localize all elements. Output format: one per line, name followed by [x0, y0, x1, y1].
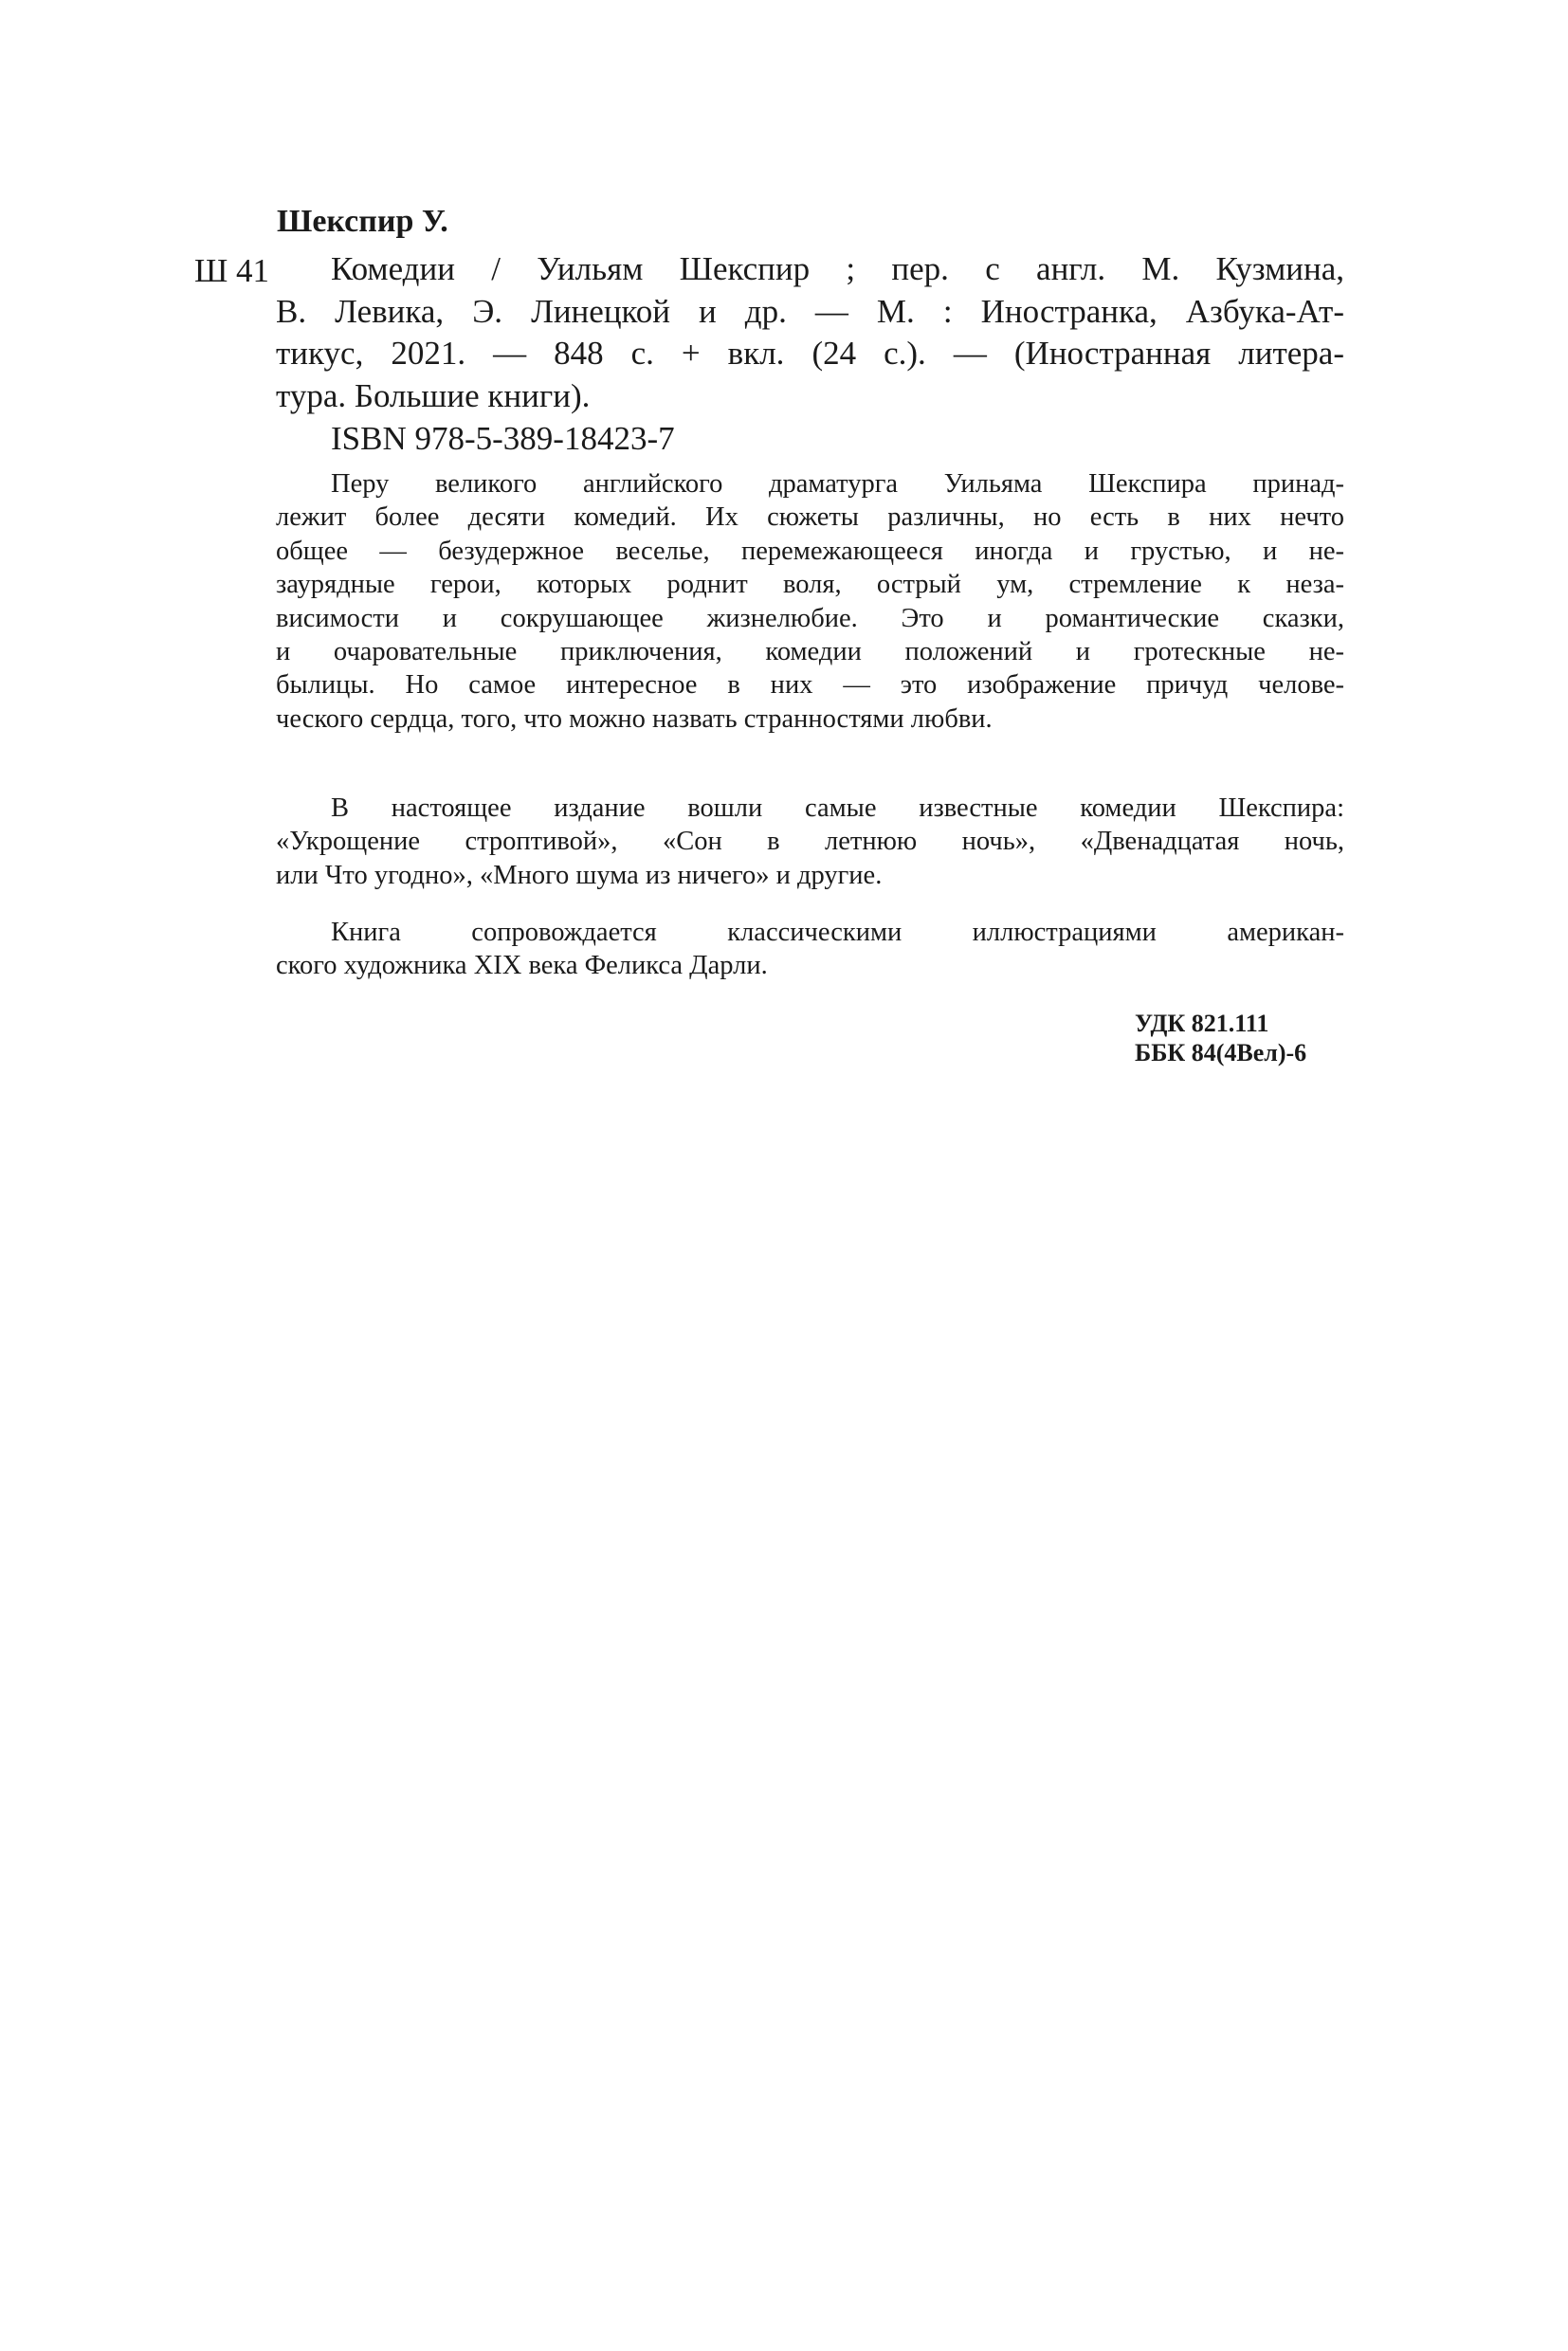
bbk-code: ББК 84(4Вел)-6	[1135, 1039, 1307, 1066]
author-cipher: Ш 41	[194, 252, 270, 289]
bibliographic-description	[0, 248, 1344, 417]
annotation-line: «Укрощение строптивой», «Сон в летнюю ночь», «Двенадцатая ночь,	[276, 827, 1344, 857]
annotation-line: былицы. Но самое интересное в них — это изображение причуд челове-	[276, 670, 1344, 701]
annotation-line: Книга сопровождается классическими иллюстрациями американ-	[331, 918, 1344, 947]
annotation-line: висимости и сокрушающее жизнелюбие. Это и романтические сказки,	[276, 603, 1344, 633]
annotation-paragraph-2	[276, 792, 1344, 892]
annotation-line: или Что угодно», «Много шума из ничего» и другие.	[276, 860, 883, 890]
annotation-paragraph-3	[276, 916, 1344, 983]
isbn: ISBN 978-5-389-18423-7	[331, 420, 675, 457]
annotation-line: общее — безудержное веселье, перемежающееся иногда и грустью, и не-	[276, 536, 1344, 566]
description-line: тикус, 2021. — 848 с. + вкл. (24 с.). — (Иностранная литера-	[276, 335, 1344, 372]
annotation-line: лежит более десяти комедий. Их сюжеты различны, но есть в них нечто	[276, 502, 1344, 533]
description-line: В. Левика, Э. Линецкой и др. — М. : Иностранка, Азбука-Ат-	[276, 292, 1344, 330]
annotation-line: ского художника XIX века Феликса Дарли.	[276, 951, 768, 981]
annotation-line: и очаровательные приключения, комедии положений и гротескные не-	[276, 637, 1344, 667]
annotation-paragraph-1	[276, 467, 1344, 736]
author-heading: Шекспир У.	[277, 204, 448, 239]
annotation-line: В настоящее издание вошли самые известные комедии Шекспира:	[331, 793, 1344, 823]
annotation-line: Перу великого английского драматурга Уильяма Шекспира принад-	[331, 469, 1344, 499]
udk-code: УДК 821.111	[1135, 1010, 1269, 1037]
annotation-line: ческого сердца, того, что можно назвать странностями любви.	[276, 703, 993, 734]
description-line: Комедии / Уильям Шекспир ; пер. с англ. М. Кузмина,	[331, 250, 1344, 287]
classification-codes	[1135, 1009, 1306, 1067]
description-line: тура. Большие книги).	[276, 376, 591, 414]
annotation-line: заурядные герои, которых роднит воля, острый ум, стремление к неза-	[276, 570, 1344, 600]
